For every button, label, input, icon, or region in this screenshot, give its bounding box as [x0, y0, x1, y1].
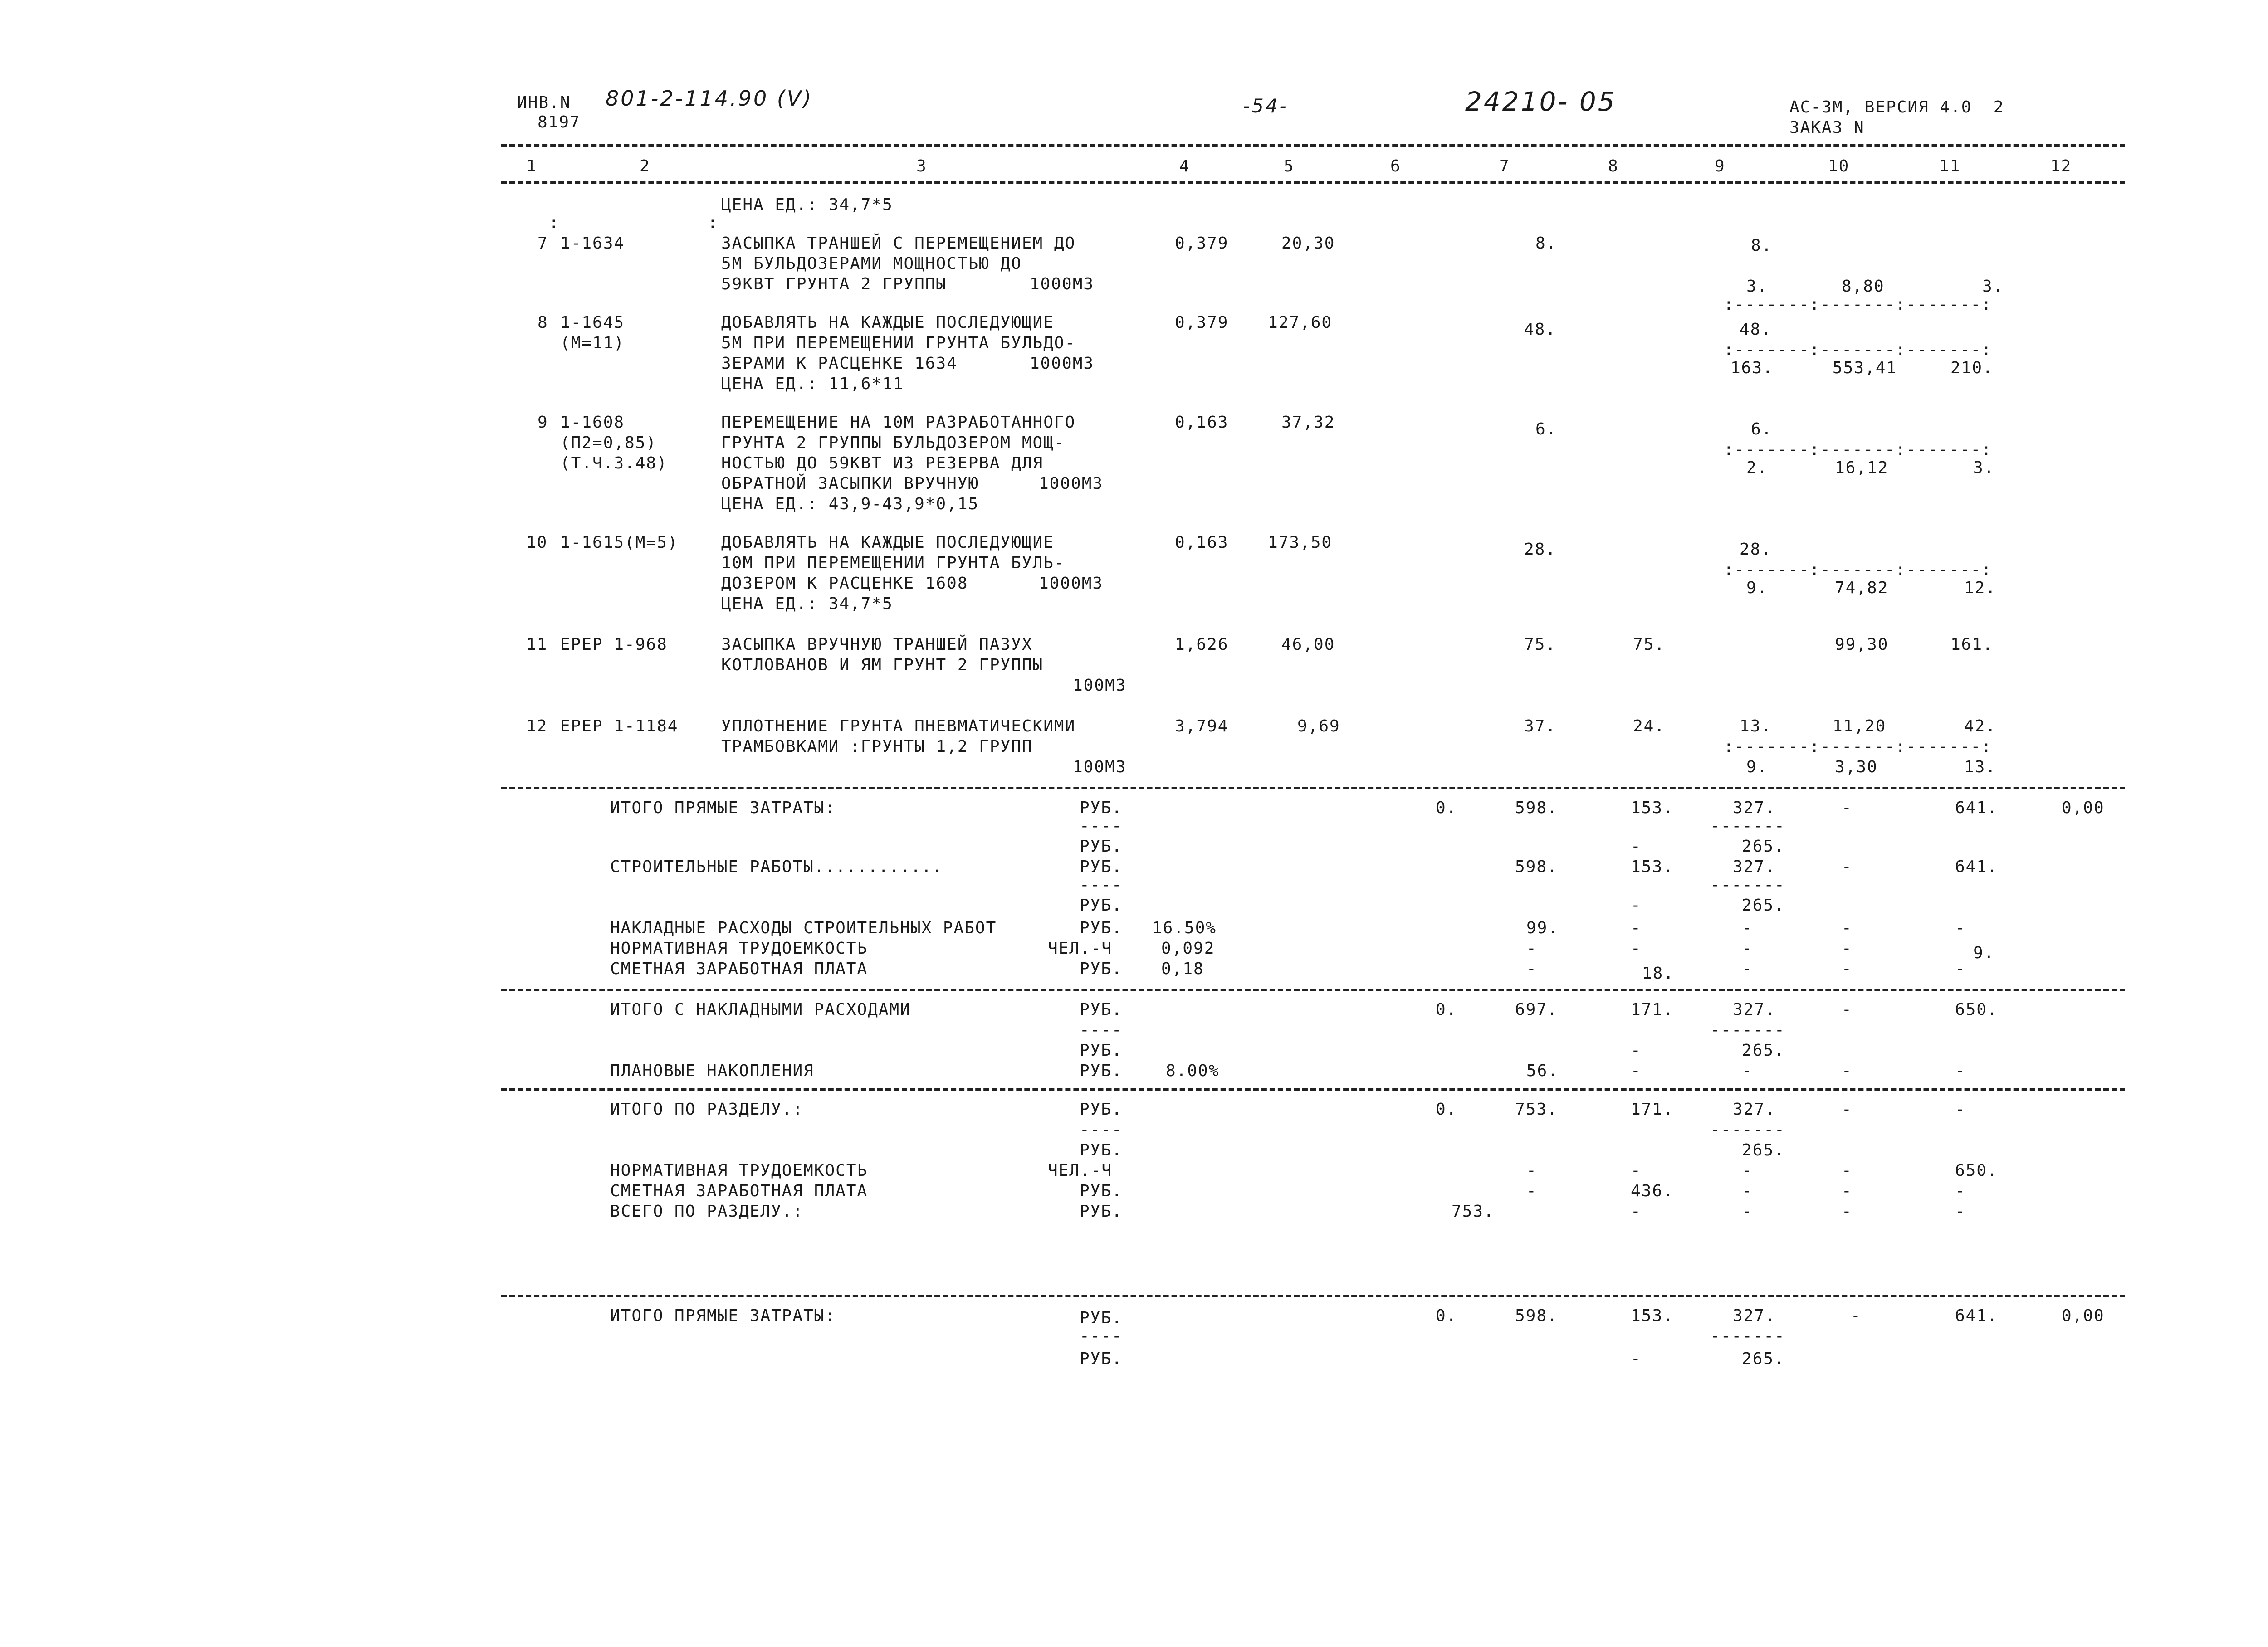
row-number: 11: [526, 635, 548, 654]
total-unit: РУБ.: [1080, 1202, 1123, 1221]
row-col9: 13.: [1740, 717, 1772, 736]
total-rate: 0,18: [1161, 960, 1204, 978]
total-label: НОРМАТИВНАЯ ТРУДОЕМКОСТЬ: [610, 939, 868, 958]
total-col7: 56.: [1526, 1062, 1559, 1080]
row-col11-b: 3.: [1982, 277, 2004, 296]
total-label: СМЕТНАЯ ЗАРАБОТНАЯ ПЛАТА: [610, 960, 868, 978]
row-code: ЕРЕР 1-968: [560, 635, 668, 654]
total-col11: -: [1955, 919, 1966, 937]
total-unit: ЧЕЛ.-Ч: [1048, 939, 1113, 958]
total-label: ИТОГО ПРЯМЫЕ ЗАТРАТЫ:: [610, 1306, 836, 1325]
total-col8: -: [1631, 1161, 1642, 1180]
row-code: ЕРЕР 1-1184: [560, 717, 679, 736]
row-number: 12: [526, 717, 548, 736]
total-label: СТРОИТЕЛЬНЫЕ РАБОТЫ............: [610, 858, 943, 876]
total-col8: 171.: [1631, 1100, 1674, 1119]
row-desc-line: 10М ПРИ ПЕРЕМЕЩЕНИИ ГРУНТА БУЛЬ-: [721, 554, 1065, 572]
total-col6: 753.: [1452, 1202, 1495, 1221]
row-col10-b: 553,41: [1833, 359, 1897, 377]
col-5: 5: [1284, 157, 1295, 175]
row-col9: 8.: [1751, 236, 1773, 255]
total-col9-b: 265.: [1742, 896, 1785, 915]
total-unit: РУБ.: [1080, 960, 1123, 978]
row-code-mod: (М=11): [560, 334, 625, 352]
top-price-note: ЦЕНА ЕД.: 34,7*5: [721, 195, 893, 214]
total-col8: 153.: [1631, 1306, 1674, 1325]
row-col9-b: 2.: [1746, 458, 1768, 477]
row-col10-b: 16,12: [1835, 458, 1889, 477]
total-col11: 9.: [1973, 944, 1995, 962]
page-marker: -54-: [1243, 95, 1288, 117]
row-desc-line: ДОБАВЛЯТЬ НА КАЖДЫЕ ПОСЛЕДУЮЩИЕ: [721, 313, 1054, 332]
total-col11: 641.: [1955, 1306, 1998, 1325]
total-col7: -: [1526, 960, 1537, 978]
row-col5: 46,00: [1281, 635, 1335, 654]
col-4: 4: [1179, 157, 1190, 175]
row-number: 9: [538, 413, 548, 432]
total-col8-b: -: [1631, 1350, 1642, 1368]
row-col10-b: 3,30: [1835, 758, 1878, 776]
total-col6: 0.: [1436, 1306, 1457, 1325]
program-version: АС-3М, ВЕРСИЯ 4.0 2: [1789, 98, 2004, 117]
row-code: 1-1615(М=5): [560, 533, 679, 552]
dash: ----: [1080, 1327, 1123, 1345]
col-11: 11: [1939, 157, 1961, 175]
dash: -------: [1710, 1327, 1785, 1345]
total-col11: -: [1955, 1100, 1966, 1119]
col-8: 8: [1608, 157, 1619, 175]
total-unit: ЧЕЛ.-Ч: [1048, 1161, 1113, 1180]
total-unit: РУБ.: [1080, 1041, 1123, 1060]
row-code: 1-1634: [560, 234, 625, 253]
segment-rule: :-------:-------:-------:: [1724, 341, 1992, 359]
col-9: 9: [1715, 157, 1725, 175]
dash: ----: [1080, 1121, 1123, 1139]
total-col9: 327.: [1733, 799, 1776, 817]
total-rate: 16.50%: [1152, 919, 1217, 937]
row-col10-b: 8,80: [1842, 277, 1885, 296]
row-col11: 161.: [1950, 635, 1994, 654]
total-col8-b: -: [1631, 896, 1642, 915]
row-number: 7: [538, 234, 548, 253]
row-col9: 6.: [1751, 420, 1773, 439]
total-col8: -: [1631, 939, 1642, 958]
total-col8: -: [1631, 1202, 1642, 1221]
row-price-note: ЦЕНА ЕД.: 11,6*11: [721, 375, 904, 393]
total-col10: -: [1842, 919, 1853, 937]
total-col10: -: [1842, 799, 1853, 817]
total-unit: РУБ.: [1080, 1000, 1123, 1019]
row-price-note: ЦЕНА ЕД.: 34,7*5: [721, 594, 893, 613]
row-unit: 1000М3: [1039, 574, 1104, 593]
total-unit: РУБ.: [1080, 1141, 1123, 1160]
total-col10: -: [1842, 1062, 1853, 1080]
row-desc-line: ПЕРЕМЕЩЕНИЕ НА 10М РАЗРАБОТАННОГО: [721, 413, 1076, 432]
total-col7: 598.: [1515, 1306, 1558, 1325]
total-col10: -: [1851, 1306, 1862, 1325]
total-label: НОРМАТИВНАЯ ТРУДОЕМКОСТЬ: [610, 1161, 868, 1180]
total-col7: 598.: [1515, 799, 1558, 817]
col-3: 3: [916, 157, 927, 175]
col-6: 6: [1390, 157, 1401, 175]
row-col9: 28.: [1740, 540, 1772, 559]
total-col7: 753.: [1515, 1100, 1558, 1119]
total-unit: РУБ.: [1080, 1182, 1123, 1200]
total-label: НАКЛАДНЫЕ РАСХОДЫ СТРОИТЕЛЬНЫХ РАБОТ: [610, 919, 997, 937]
row-col4: 1,626: [1175, 635, 1229, 654]
row-col11-b: 210.: [1950, 359, 1994, 377]
total-col8: 436.: [1631, 1182, 1674, 1200]
total-unit: РУБ.: [1080, 919, 1123, 937]
col-10: 10: [1828, 157, 1850, 175]
total-rate: 0,092: [1161, 939, 1215, 958]
row-col7: 28.: [1524, 540, 1557, 559]
total-col6: 0.: [1436, 799, 1457, 817]
segment-rule: :-------:-------:-------:: [1724, 295, 1992, 314]
total-col7: 598.: [1515, 858, 1558, 876]
total-col8-b: -: [1631, 1041, 1642, 1060]
row-desc-line: КОТЛОВАНОВ И ЯМ ГРУНТ 2 ГРУППЫ: [721, 656, 1044, 674]
total-unit: РУБ.: [1080, 896, 1123, 915]
row-col5: 9,69: [1297, 717, 1340, 736]
total-label: ИТОГО ПРЯМЫЕ ЗАТРАТЫ:: [610, 799, 836, 817]
row-col5: 37,32: [1281, 413, 1335, 432]
row-price-note: ЦЕНА ЕД.: 43,9-43,9*0,15: [721, 495, 979, 513]
section-rule: [501, 1088, 2125, 1091]
col-1: 1: [526, 157, 537, 175]
row-desc-line: НОСТЬЮ ДО 59КВТ ИЗ РЕЗЕРВА ДЛЯ: [721, 454, 1044, 473]
row-col10-b: 74,82: [1835, 579, 1889, 597]
segment-rule: :-------:-------:-------:: [1724, 440, 1992, 459]
row-desc-line: ЗАСЫПКА ТРАНШЕЙ С ПЕРЕМЕЩЕНИЕМ ДО: [721, 234, 1076, 253]
doc-code: 801-2-114.90 (V): [606, 86, 813, 111]
row-desc-line: 59КВТ ГРУНТА 2 ГРУППЫ: [721, 275, 947, 293]
total-col8: -: [1631, 1062, 1642, 1080]
inv-label: ИНВ.N: [517, 93, 571, 112]
total-col10: -: [1842, 858, 1853, 876]
separator: :: [708, 214, 719, 232]
total-col9: 327.: [1733, 1306, 1776, 1325]
row-desc-line: ТРАМБОВКАМИ :ГРУНТЫ 1,2 ГРУПП: [721, 737, 1033, 756]
dash: -------: [1710, 1121, 1785, 1139]
row-col11: 42.: [1964, 717, 1997, 736]
total-col8: 153.: [1631, 799, 1674, 817]
total-col9: 327.: [1733, 858, 1776, 876]
row-col8: 75.: [1633, 635, 1666, 654]
total-col8: 153.: [1631, 858, 1674, 876]
total-col9: -: [1742, 919, 1753, 937]
row-code: 1-1645: [560, 313, 625, 332]
total-col11: 650.: [1955, 1161, 1998, 1180]
total-col8: -: [1631, 919, 1642, 937]
row-unit: 1000М3: [1039, 474, 1104, 493]
total-col9: -: [1742, 1202, 1753, 1221]
total-col10: -: [1842, 960, 1853, 978]
total-col9: 327.: [1733, 1000, 1776, 1019]
total-col11: 650.: [1955, 1000, 1998, 1019]
row-col11-b: 13.: [1964, 758, 1997, 776]
section-rule: [501, 989, 2125, 991]
row-unit: 1000М3: [1030, 275, 1095, 293]
col-12: 12: [2050, 157, 2072, 175]
total-label: ВСЕГО ПО РАЗДЕЛУ.:: [610, 1202, 804, 1221]
separator: :: [549, 214, 560, 232]
total-col12: 0,00: [2062, 799, 2105, 817]
total-col12: 0,00: [2062, 1306, 2105, 1325]
row-col9-b: 9.: [1746, 758, 1768, 776]
row-unit: 100М3: [1073, 758, 1127, 776]
total-col10: -: [1842, 939, 1853, 958]
total-col8: 171.: [1631, 1000, 1674, 1019]
inv-number: 8197: [538, 113, 581, 132]
row-col5: 127,60: [1268, 313, 1333, 332]
col-2: 2: [640, 157, 650, 175]
row-col5: 20,30: [1281, 234, 1335, 253]
row-col7: 8.: [1535, 234, 1557, 253]
total-col9: 327.: [1733, 1100, 1776, 1119]
total-col9: -: [1742, 1161, 1753, 1180]
total-col7: -: [1526, 1182, 1537, 1200]
total-col7: -: [1526, 939, 1537, 958]
row-col7: 48.: [1524, 320, 1557, 339]
total-col11: -: [1955, 960, 1966, 978]
dash: ----: [1080, 1021, 1123, 1039]
total-col9: -: [1742, 1062, 1753, 1080]
total-unit: РУБ.: [1080, 858, 1123, 876]
row-col7: 75.: [1524, 635, 1557, 654]
row-unit: 100М3: [1073, 676, 1127, 695]
row-number: 10: [526, 533, 548, 552]
row-col9: 48.: [1740, 320, 1772, 339]
dash: -------: [1710, 1021, 1785, 1039]
total-unit: РУБ.: [1080, 1350, 1123, 1368]
row-col4: 0,163: [1175, 533, 1229, 552]
total-col8: 18.: [1642, 964, 1675, 983]
row-desc-line: ГРУНТА 2 ГРУППЫ БУЛЬДОЗЕРОМ МОЩ-: [721, 434, 1065, 452]
total-col6: 0.: [1436, 1000, 1457, 1019]
row-number: 8: [538, 313, 548, 332]
total-col11: 641.: [1955, 799, 1998, 817]
total-col11: 641.: [1955, 858, 1998, 876]
row-desc-line: ЗЕРАМИ К РАСЦЕНКЕ 1634: [721, 354, 958, 373]
row-col4: 0,379: [1175, 313, 1229, 332]
total-label: ИТОГО С НАКЛАДНЫМИ РАСХОДАМИ: [610, 1000, 911, 1019]
row-code-mod: (П2=0,85): [560, 434, 657, 452]
total-col10: -: [1842, 1100, 1853, 1119]
section-rule: [501, 787, 2125, 789]
total-col9-b: 265.: [1742, 1350, 1785, 1368]
total-col7: 99.: [1526, 919, 1559, 937]
row-col5: 173,50: [1268, 533, 1333, 552]
total-col9-b: 265.: [1742, 1141, 1785, 1160]
row-desc-line: ДОБАВЛЯТЬ НА КАЖДЫЕ ПОСЛЕДУЮЩИЕ: [721, 533, 1054, 552]
row-col7: 6.: [1535, 420, 1557, 439]
total-col9: -: [1742, 1182, 1753, 1200]
segment-rule: :-------:-------:-------:: [1724, 737, 1992, 756]
total-label: ИТОГО ПО РАЗДЕЛУ.:: [610, 1100, 804, 1119]
handwritten-code: 24210- 05: [1465, 86, 1617, 117]
total-col11: -: [1955, 1062, 1966, 1080]
total-col9: -: [1742, 939, 1753, 958]
row-code-ref: (Т.Ч.3.48): [560, 454, 668, 473]
row-unit: 1000М3: [1030, 354, 1095, 373]
total-label: ПЛАНОВЫЕ НАКОПЛЕНИЯ: [610, 1062, 814, 1080]
row-code: 1-1608: [560, 413, 625, 432]
total-col10: -: [1842, 1202, 1853, 1221]
row-col11-b: 3.: [1973, 458, 1995, 477]
row-col4: 3,794: [1175, 717, 1229, 736]
total-col11: -: [1955, 1202, 1966, 1221]
row-desc-line: ДОЗЕРОМ К РАСЦЕНКЕ 1608: [721, 574, 968, 593]
total-col9-b: 265.: [1742, 1041, 1785, 1060]
dash: ----: [1080, 817, 1123, 835]
row-desc-line: УПЛОТНЕНИЕ ГРУНТА ПНЕВМАТИЧЕСКИМИ: [721, 717, 1076, 736]
row-col11-b: 12.: [1964, 579, 1997, 597]
total-unit: РУБ.: [1080, 1062, 1123, 1080]
total-col10: -: [1842, 1182, 1853, 1200]
total-col10: -: [1842, 1000, 1853, 1019]
total-col7: 697.: [1515, 1000, 1558, 1019]
row-desc-line: 5М ПРИ ПЕРЕМЕЩЕНИИ ГРУНТА БУЛЬДО-: [721, 334, 1076, 352]
dash: -------: [1710, 876, 1785, 894]
header-rule: [501, 144, 2125, 147]
row-desc-line: ОБРАТНОЙ ЗАСЫПКИ ВРУЧНУЮ: [721, 474, 979, 493]
total-col9-b: 265.: [1742, 837, 1785, 856]
row-col9-b: 163.: [1730, 359, 1774, 377]
total-unit: РУБ.: [1080, 1100, 1123, 1119]
row-col7: 37.: [1524, 717, 1557, 736]
total-col11: -: [1955, 1182, 1966, 1200]
total-col6: 0.: [1436, 1100, 1457, 1119]
total-unit: РУБ.: [1080, 1309, 1123, 1327]
row-col9-b: 9.: [1746, 579, 1768, 597]
col-7: 7: [1499, 157, 1510, 175]
column-header-rule: [501, 181, 2125, 184]
dash: -------: [1710, 817, 1785, 835]
segment-rule: :-------:-------:-------:: [1724, 560, 1992, 579]
row-col9-b: 3.: [1746, 277, 1768, 296]
total-unit: РУБ.: [1080, 837, 1123, 856]
row-desc-line: 5М БУЛЬДОЗЕРАМИ МОЩНОСТЬЮ ДО: [721, 254, 1022, 273]
row-col10: 99,30: [1835, 635, 1889, 654]
row-desc-line: ЗАСЫПКА ВРУЧНУЮ ТРАНШЕЙ ПАЗУХ: [721, 635, 1033, 654]
row-col8: 24.: [1633, 717, 1666, 736]
total-unit: РУБ.: [1080, 799, 1123, 817]
total-col9: -: [1742, 960, 1753, 978]
row-col10: 11,20: [1833, 717, 1887, 736]
order-number: ЗАКАЗ N: [1789, 118, 1865, 137]
row-col4: 0,379: [1175, 234, 1229, 253]
dash: ----: [1080, 876, 1123, 894]
total-col10: -: [1842, 1161, 1853, 1180]
total-col8-b: -: [1631, 837, 1642, 856]
total-rate: 8.00%: [1166, 1062, 1220, 1080]
section-rule: [501, 1295, 2125, 1297]
row-col4: 0,163: [1175, 413, 1229, 432]
total-col7: -: [1526, 1161, 1537, 1180]
total-label: СМЕТНАЯ ЗАРАБОТНАЯ ПЛАТА: [610, 1182, 868, 1200]
